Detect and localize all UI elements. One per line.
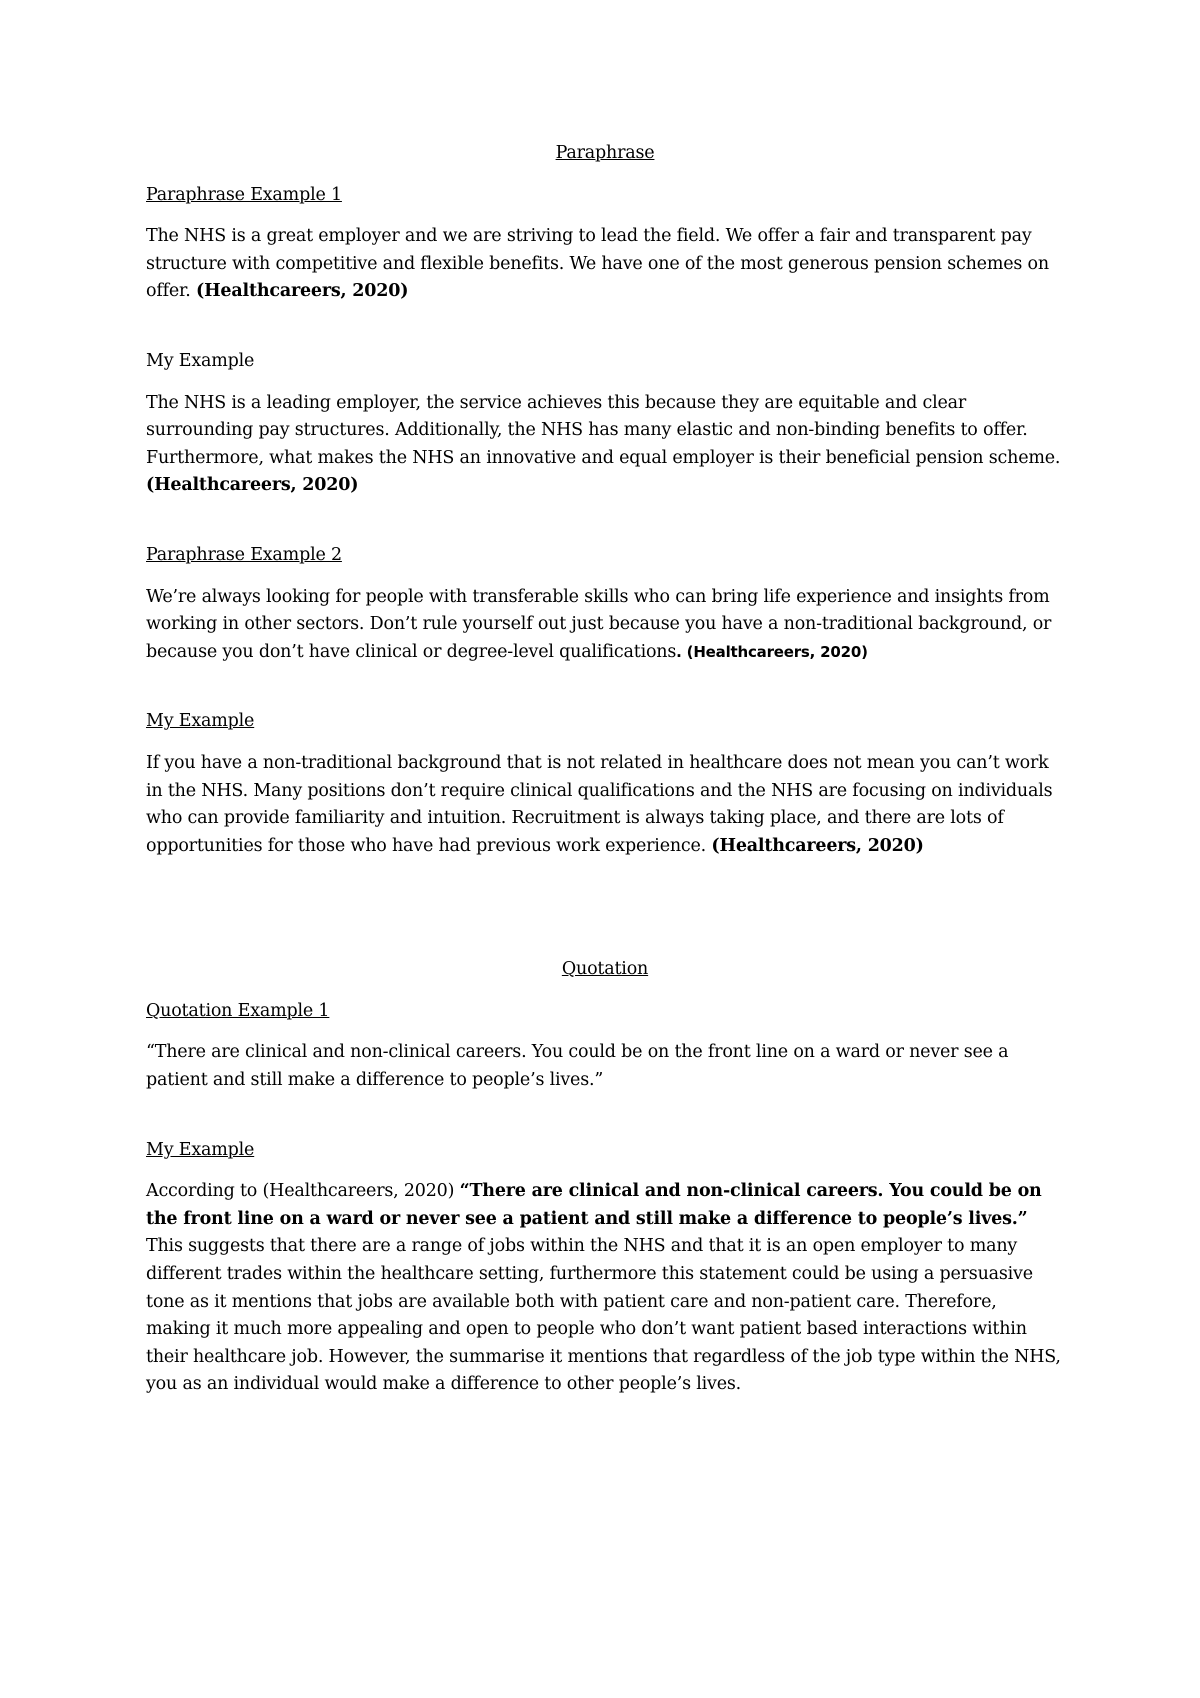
paraphrase-example-2-text <box>146 584 1064 667</box>
my-example-1-text <box>146 390 1064 500</box>
paraphrase-example-2-citation: . (Healthcareers, 2020) <box>676 642 868 661</box>
paraphrase-section-heading: Paraphrase <box>555 143 655 163</box>
paraphrase-example-2-heading: Paraphrase Example 2 <box>146 544 342 565</box>
paraphrase-example-2-body: We’re always looking for people with transferable skills who can bring life experience and insights from working in other sectors. Don’t rule yourself out just because you have a non-traditional background, or because you don’t have clinical or degree-level qualifications <box>146 586 1052 662</box>
quotation-my-example-heading: My Example <box>146 1139 255 1160</box>
my-example-1-heading: My Example <box>146 350 255 371</box>
quotation-example-1-text: “There are clinical and non-clinical careers. You could be on the front line on a ward or never see a patient and still make a difference to people’s lives.” <box>146 1042 1009 1091</box>
my-example-2-text <box>146 750 1064 860</box>
my-example-2-citation: (Healthcareers, 2020) <box>711 835 924 856</box>
paraphrase-example-1-body: The NHS is a great employer and we are striving to lead the field. We offer a fair and transparent pay structure with competitive and flexible benefits. We have one of the most generous pension schemes on offer. <box>146 226 1049 302</box>
my-example-1-citation: (Healthcareers, 2020) <box>146 475 359 496</box>
quotation-example-1-heading: Quotation Example 1 <box>146 1000 330 1021</box>
quotation-my-example-text <box>146 1178 1064 1399</box>
document-body <box>146 140 1064 1399</box>
paraphrase-example-1-text <box>146 223 1064 306</box>
my-example-2-body: If you have a non-traditional background that is not related in healthcare does not mean you can’t work in the NHS. Many positions don’t require clinical qualifications and the NHS are focusing on individuals who can provide familiarity and intuition. Recruitment is always taking place, and there are lots of opportunities for those who have had previous work experience. <box>146 752 1053 856</box>
my-example-1-body: The NHS is a leading employer, the service achieves this because they are equitable and clear surrounding pay structures. Additionally, the NHS has many elastic and non-binding benefits to offer. Furthermore, what makes the NHS an innovative and equal employer is their beneficial pension scheme. <box>146 392 1061 468</box>
quotation-my-example-analysis: This suggests that there are a range of jobs within the NHS and that it is an open employer to many different trades within the healthcare setting, furthermore this statement could be using a persuasive tone as it mentions that jobs are available both with patient care and non-patient care. Therefore, making it much more appealing and open to people who don’t want patient based interactions within their healthcare job. However, the summarise it mentions that regardless of the job type within the NHS, you as an individual would make a difference to other people’s lives. <box>146 1236 1061 1395</box>
paraphrase-example-1-heading: Paraphrase Example 1 <box>146 184 342 205</box>
quotation-section-heading: Quotation <box>561 959 649 980</box>
my-example-2-heading: My Example <box>146 711 255 732</box>
paraphrase-example-1-citation: (Healthcareers, 2020) <box>196 281 409 302</box>
quotation-my-example-intro: According to (Healthcareers, 2020) <box>146 1181 460 1202</box>
quotation-my-example-quote: “There are clinical and non-clinical careers. You could be on the front line on a ward or never see a patient and still make a difference to people’s lives.” <box>146 1181 1042 1229</box>
